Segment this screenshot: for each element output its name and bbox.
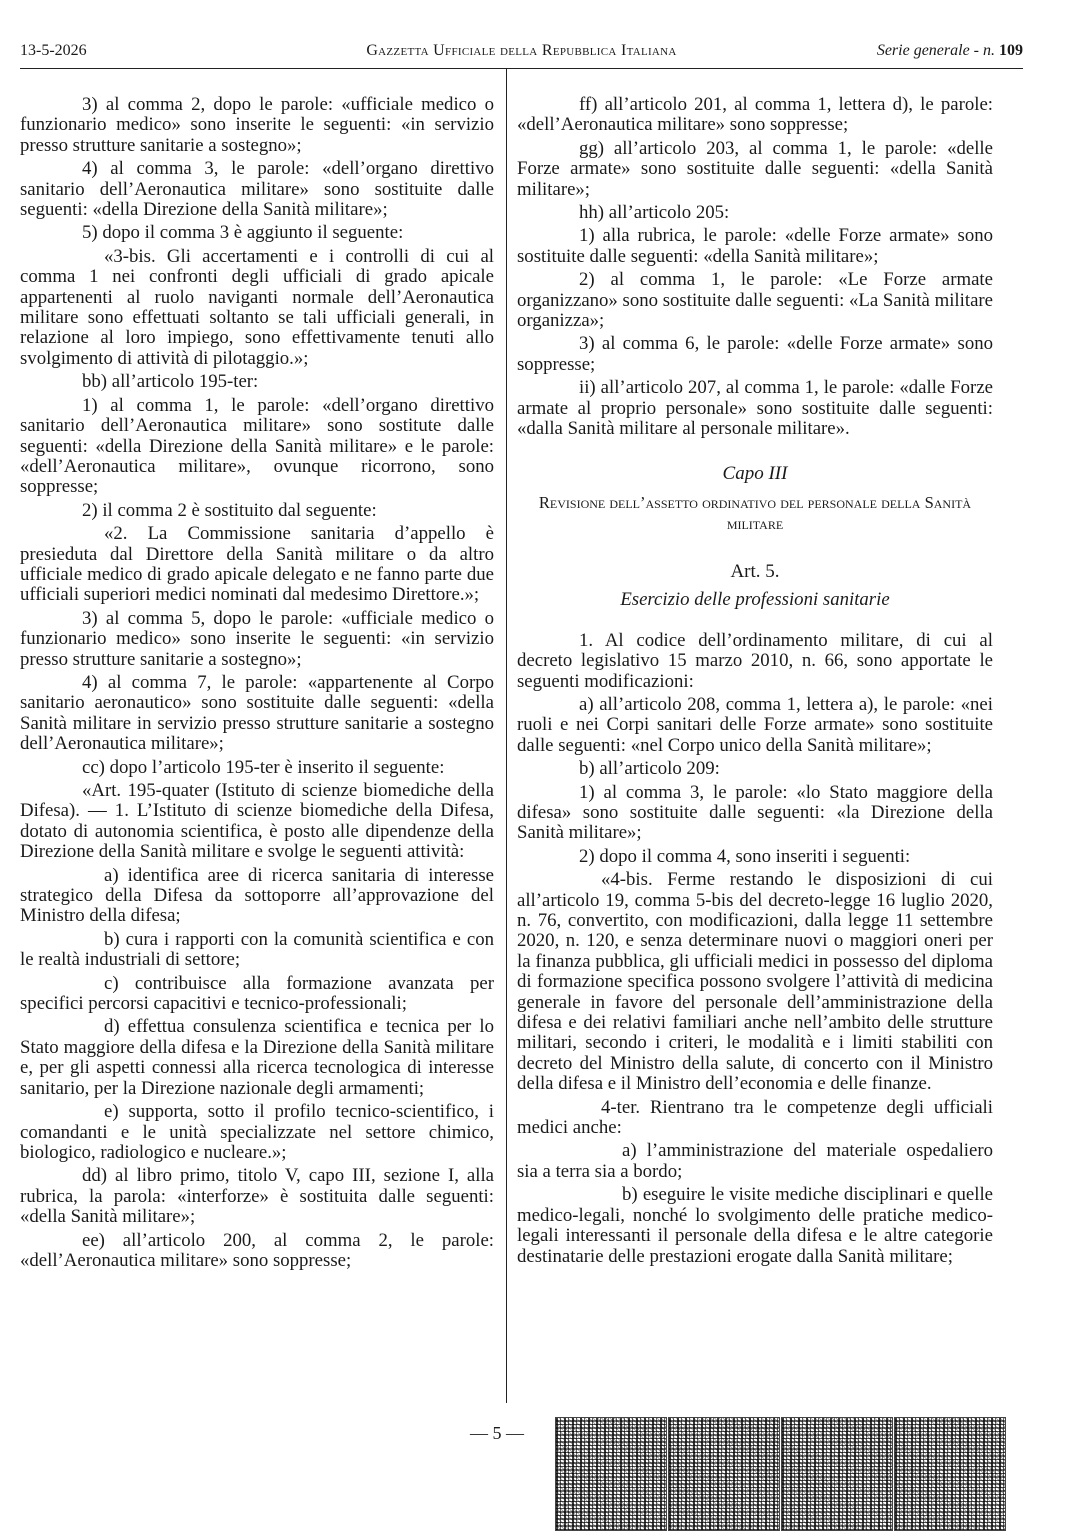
paragraph: «2. La Commissione sanitaria d’appello è presieduta dal Direttore della Sanità militare o da altro ufficiale medico di grado apicale delegato e ne fanno parte due ufficiali superiori medici nominati dal medesimo Direttore.»; [20,523,494,606]
paragraph: b) eseguire le visite mediche disciplinari e quelle medico-legali, nonché lo svolgimento delle pratiche medico-legali interessanti il personale della difesa e le altre categorie destinatarie delle prestazioni erogate dalla Sanità militare; [517,1184,993,1267]
paragraph: 1. Al codice dell’ordinamento militare, di cui al decreto legislativo 15 marzo 2010, n. 66, sono apportate le seguenti modificazioni: [517,629,993,692]
paragraph: 1) alla rubrica, le parole: «delle Forze armate» sono sostituite dalle seguenti: «della Sanità militare»; [517,225,993,267]
page-number: — 5 — [470,1423,524,1443]
page-header [20,40,1023,66]
paragraph: a) identifica aree di ricerca sanitaria di interesse strategico della Difesa da sottoporre all’approvazione del Ministro della difesa; [20,864,494,927]
paragraph: d) effettua consulenza scientifica e tecnica per lo Stato maggiore della difesa e la Direzione della Sanità militare e, per gli aspetti connessi alla ricerca tecnologica di interesse sanitario, per la Direzione nazionale degli armamenti; [20,1016,494,1099]
paragraph: ii) all’articolo 207, al comma 1, le parole: «dalle Forze armate al proprio personale» sono sostituite dalle seguenti: «dalla Sanità militare al personale militare». [517,377,993,440]
paragraph: 4-ter. Rientrano tra le competenze degli ufficiali medici anche: [517,1096,993,1139]
paragraph: e) supporta, sotto il profilo tecnico-scientifico, i comandanti e le unità specializzate nel settore chimico, biologico, radiologico e nucleare.»; [20,1101,494,1163]
paragraph: bb) all’articolo 195-ter: [82,371,259,393]
header-date: 13-5-2026 [20,42,87,59]
paragraph: hh) all’articolo 205: [579,202,730,224]
header-serie [877,42,1023,60]
paragraph: «3-bis. Gli accertamenti e i controlli di cui al comma 1 nei confronti degli ufficiali di grado apicale appartenenti al ruolo naviganti normale dell’Aeronautica militare sono effettuati soltanto se tali ufficiali generali, in relazione al loro impiego, sono effettivamente tenuti allo svolgimento di attività di pilotaggio.»; [20,245,494,369]
datamatrix-code-3 [782,1418,892,1530]
paragraph: «Art. 195-quater (Istituto di scienze biomediche della Difesa). — 1. L’Istituto di scienze biomediche della Difesa, dotato di autonomia scientifica, è posto alle dipendenze della Direzione della Sanità militare e svolge le seguenti attività: [20,780,494,863]
capo-title: Capo III [722,462,788,484]
header-serie-label: Serie generale - n. [876,42,995,59]
datamatrix-code-4 [895,1418,1005,1530]
paragraph: 3) al comma 5, dopo le parole: «ufficiale medico o funzionario medico» sono inserite le seguenti: «in servizio presso strutture sanitarie a sostegno»; [20,607,494,670]
paragraph: 1) al comma 1, le parole: «dell’organo direttivo sanitario dell’Aeronautica militare» sono sostitute dalle seguenti: «della Direzione della Sanità militare» e le parole: «dell’Aeronautica militare», ovunque ricorrono, sono soppresse; [20,394,494,498]
paragraph: 3) al comma 2, dopo le parole: «ufficiale medico o funzionario medico» sono inserite le seguenti: «in servizio presso strutture sanitarie a sostegno»; [20,94,494,156]
paragraph: c) contribuisce alla formazione avanzata per specifici percorsi capacitivi e tecnico-professionali; [20,972,494,1015]
paragraph: a) all’articolo 208, comma 1, lettera a), le parole: «nei ruoli e nei Corpi sanitari delle Forze armate» sono sostituite dalle seguenti: «nel Corpo unico della Sanità militare»; [517,693,993,756]
datamatrix-code-2 [669,1418,779,1530]
paragraph: a) l’amministrazione del materiale ospedaliero sia a terra sia a bordo; [517,1140,993,1182]
paragraph: 4) al comma 7, le parole: «appartenente al Corpo sanitario aeronautico» sono sostituite dalle seguenti: «della Sanità militare in servizio presso strutture sanitarie a sostegno dell’Aeronautica militare»; [20,671,494,755]
paragraph: 2) al comma 1, le parole: «Le Forze armate organizzano» sono sostituite dalle seguenti: «La Sanità militare organizza»; [517,269,993,332]
paragraph: b) cura i rapporti con la comunità scientifica e con le realtà industriali di settore; [20,928,494,971]
paragraph: cc) dopo l’articolo 195-ter è inserito il seguente: [82,756,445,778]
left-column [20,95,494,1274]
paragraph: dd) al libro primo, titolo V, capo III, sezione I, alla rubrica, la parola: «interforze» è sostituita dalle seguenti: «della Sanità militare»; [20,1165,494,1228]
paragraph: ee) all’articolo 200, al comma 2, le parole: «dell’Aeronautica militare» sono soppresse; [20,1229,494,1271]
paragraph: 2) il comma 2 è sostituito dal seguente: [82,499,377,521]
header-issue-number: 109 [999,42,1023,59]
paragraph: 5) dopo il comma 3 è aggiunto il seguente: [82,222,404,244]
paragraph: ff) all’articolo 201, al comma 1, lettera d), le parole: «dell’Aeronautica militare» sono soppresse; [517,94,993,136]
article-number: Art. 5. [730,560,780,582]
header-rule [20,68,1023,69]
paragraph: gg) all’articolo 203, al comma 1, le parole: «delle Forze armate» sono sostituite dalle seguenti: «della Sanità militare»; [517,137,993,200]
datamatrix-code-1 [556,1418,666,1530]
paragraph: 3) al comma 6, le parole: «delle Forze armate» sono soppresse; [517,333,993,375]
paragraph: «4-bis. Ferme restando le disposizioni di cui all’articolo 19, comma 5-bis del decreto-legge 16 luglio 2020, n. 76, convertito, con modificazioni, dalla legge 11 settembre 2020, n. 120, e senza determinare nuovi o maggiori oneri per la finanza pubblica, gli ufficiali medici in possesso del diploma di formazione specifica possono svolgere l’attività di medicina generale in favore del personale dell’amministrazione della difesa e dei relativi familiari anche nell’ambito delle strutture militari, secondo i criteri, le modalità e i limiti stabiliti con decreto del Ministro della salute, di concerto con il Ministro della difesa e il Ministro dell’economia e delle finanze. [517,869,993,1095]
capo-subtitle: Revisione dell’assetto ordinativo del personale della Sanità militare [538,492,972,533]
right-column [517,95,993,1270]
column-divider [506,68,507,1403]
paragraph: 1) al comma 3, le parole: «lo Stato maggiore della difesa» sono sostituite dalle seguenti: «la Direzione della Sanità militare»; [517,781,993,844]
paragraph: 2) dopo il comma 4, sono inseriti i seguenti: [579,845,911,867]
paragraph: b) all’articolo 209: [579,758,720,780]
article-title: Esercizio delle professioni sanitarie [620,589,890,611]
header-gazette-title: Gazzetta Ufficiale della Repubblica Italiana [366,42,677,59]
paragraph: 4) al comma 3, le parole: «dell’organo direttivo sanitario dell’Aeronautica militare» sono sostituite dalle seguenti: «della Direzione della Sanità militare»; [20,158,494,221]
